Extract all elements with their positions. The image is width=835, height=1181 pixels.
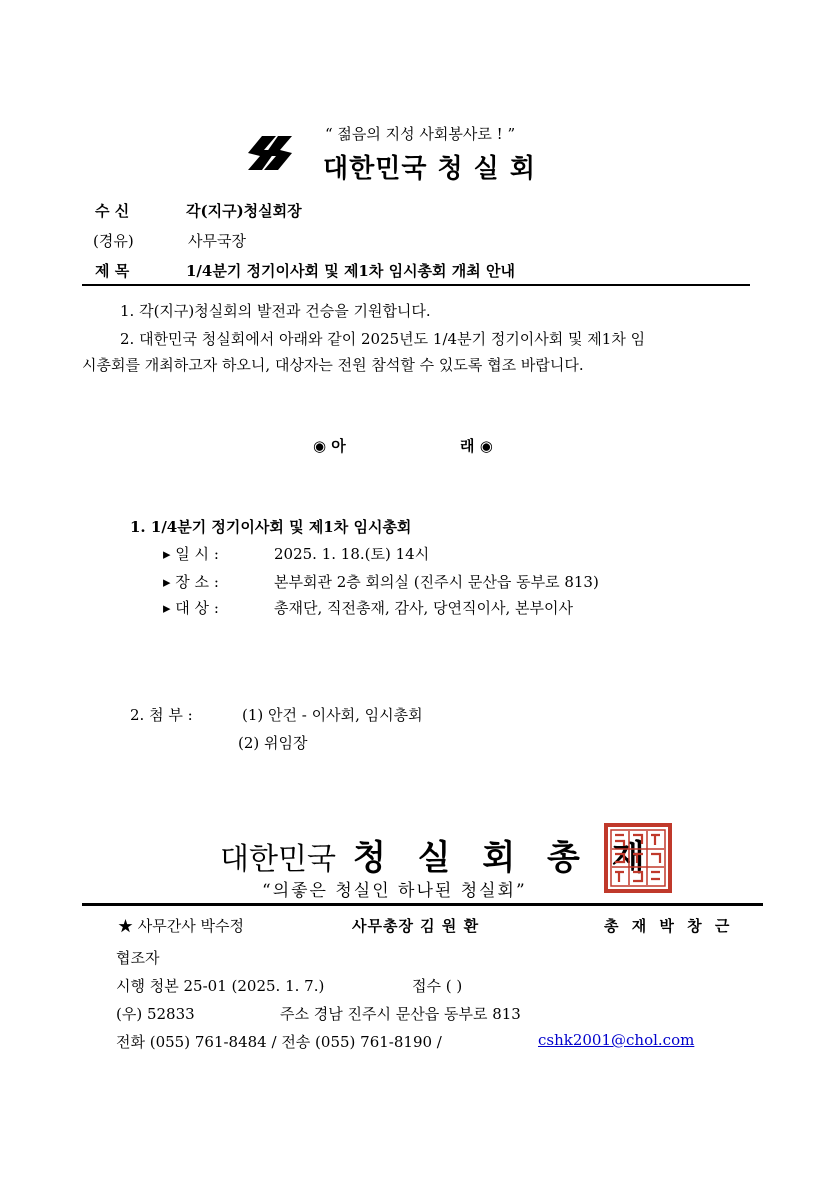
detail-value-date: 2025. 1. 18.(토) 14시 [274, 545, 430, 563]
receipt-field: 접수 ( ) [412, 977, 463, 995]
via-value: 사무국장 [188, 232, 246, 250]
slogan: “ 젊음의 지성 사회봉사로 ! ” [325, 125, 516, 143]
cooperator-label: 협조자 [116, 949, 160, 967]
notice-title-right: 래 ◉ [460, 437, 493, 455]
header-divider [82, 284, 750, 286]
recipient-value: 각(지구)청실회장 [186, 202, 302, 220]
issue-number: 시행 청본 25-01 (2025. 1. 7.) [116, 977, 325, 995]
detail-label-place: ▸ 장 소 : [163, 573, 219, 591]
detail-value-place: 본부회관 2층 회의실 (진주시 문산읍 동부로 813) [274, 573, 599, 591]
staff-assistant: ★ 사무간사 박수정 [118, 917, 244, 935]
organization-logo-icon [242, 130, 298, 176]
staff-secretary-general: 사무총장 김 원 환 [352, 917, 480, 935]
recipient-label: 수 신 [95, 202, 130, 220]
email-link[interactable]: cshk2001@chol.com [538, 1031, 695, 1049]
staff-president: 총 재 박 창 근 [604, 917, 734, 935]
detail-value-target: 총재단, 직전총재, 감사, 당연직이사, 본부이사 [274, 599, 573, 617]
footer-motto: “의좋은 청실인 하나된 청실회” [262, 881, 527, 901]
official-seal-stamp [602, 821, 674, 895]
subject-value: 1/4분기 정기이사회 및 제1차 임시총회 개최 안내 [186, 262, 515, 280]
address: 주소 경남 진주시 문산읍 동부로 813 [280, 1005, 521, 1023]
paragraph-2-line-2: 시총회를 개최하고자 하오니, 대상자는 전원 참석할 수 있도록 협조 바랍니다. [82, 356, 584, 374]
footer-divider [82, 903, 763, 906]
paragraph-1: 1. 각(지구)청실회의 발전과 건승을 기원합니다. [120, 302, 431, 320]
postal-code: (우) 52833 [116, 1005, 195, 1023]
attachment-item-1: (1) 안건 - 이사회, 임시총회 [242, 706, 423, 724]
attachment-item-2: (2) 위임장 [238, 734, 308, 752]
detail-label-date: ▸ 일 시 : [163, 545, 219, 563]
footer-org-title-name: 청 실 회 총 재 [353, 838, 655, 878]
via-label: (경유) [93, 232, 134, 250]
organization-name: 대한민국 청 실 회 [323, 154, 536, 184]
phone-fax: 전화 (055) 761-8484 / 전송 (055) 761-8190 / [116, 1033, 442, 1051]
section-1-title: 1. 1/4분기 정기이사회 및 제1차 임시총회 [130, 518, 412, 536]
attachment-label: 2. 첨 부 : [130, 706, 193, 724]
paragraph-2-line-1: 2. 대한민국 청실회에서 아래와 같이 2025년도 1/4분기 정기이사회 및 제1차 임 [120, 330, 646, 348]
notice-title-left: ◉ 아 [313, 437, 346, 455]
footer-org-title-country: 대한민국 [220, 842, 336, 877]
subject-label: 제 목 [95, 262, 130, 280]
detail-label-target: ▸ 대 상 : [163, 599, 219, 617]
